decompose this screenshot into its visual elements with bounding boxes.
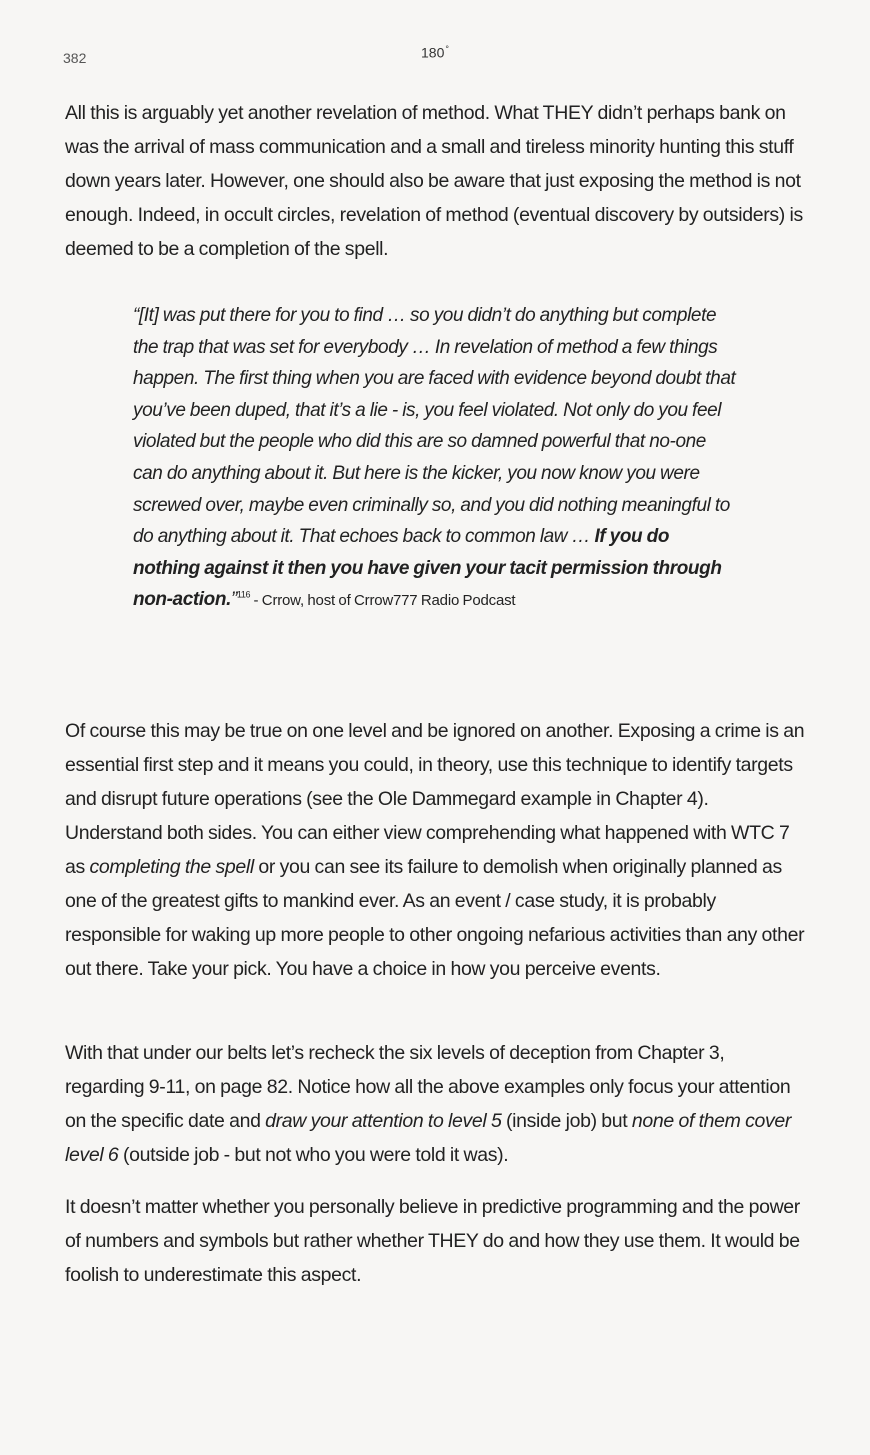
quote-emphasis: If you do nothing against it then you have given your tacit permission through non-action. (133, 526, 722, 611)
quote-text: “[It] was put there for you to find … so you didn’t do anything but complete the trap that was set for everybody … In revelation of method a few things happen. The first thing when you are faced with evidence beyond doubt that you’ve been duped, that it’s a lie - is, you feel violated. Not only do you feel violated but the people who did this are so damned powerful that no-one can do anything about it. But here is the kicker, you now know you were screwed over, maybe even criminally so, and you did nothing meaningful to do anything about it. That echoes back to common law … (133, 305, 736, 548)
paragraph-revelation-of-method: All this is arguably yet another revelation of method. What THEY didn’t perhaps bank on was the arrival of mass communication and a small and tireless minority hunting this stuff down years later. However, one should also be aware that just exposing the method is not enough. Indeed, in occult circles, revelation of method (eventual discovery by outsiders) is deemed to be a completion of the spell. (65, 102, 803, 260)
p2-text-b: or you can see its failure to demolish when originally planned as one of the greatest gifts to mankind ever. As an event / case study, it is probably responsible for waking up more people to other ongoing nefarious activities than any other out there. Take your pick. You have a choice in how you perceive events. (65, 856, 805, 980)
p3-text-a: With that under our belts let’s recheck the six levels of deception from Chapter 3, regarding 9-11, on page 82. Notice how all the above examples only focus your attention on the specific date and (65, 1042, 791, 1132)
p3-italic-a: draw your attention to level 5 (265, 1110, 502, 1132)
footnote-marker: 116 (236, 590, 251, 601)
p3-italic-b: none of them cover level 6 (65, 1110, 792, 1166)
running-head (0, 44, 870, 61)
paragraph-six-levels (65, 1036, 805, 1172)
quote-close-mark: ” (230, 589, 237, 611)
paragraph-of-course (65, 714, 805, 986)
running-head-title: 180 (421, 44, 445, 61)
paragraph-predictive-programming: It doesn’t matter whether you personally believe in predictive programming and the power of numbers and symbols but rather whether THEY do and how they use them. It would be foolish to underestimate this aspect. (65, 1196, 800, 1286)
quote-attribution: - Crrow, host of Crrow777 Radio Podcast (250, 592, 516, 610)
p2-text-a: Of course this may be true on one level and be ignored on another. Exposing a crime is an essential first step and it means you could, in theory, use this technique to identify targets and disrupt future operations (see the Ole Dammegard example in Chapter 4). Understand both sides. You can either view comprehending what happened with WTC 7 as (65, 720, 805, 878)
p3-text-b: (inside job) but (501, 1110, 632, 1132)
p3-text-c: (outside job - but not who you were told it was). (118, 1144, 509, 1166)
page-number: 382 (63, 50, 87, 66)
p2-italic: completing the spell (89, 856, 254, 878)
degree-symbol: ° (445, 44, 449, 54)
block-quote (133, 300, 738, 617)
